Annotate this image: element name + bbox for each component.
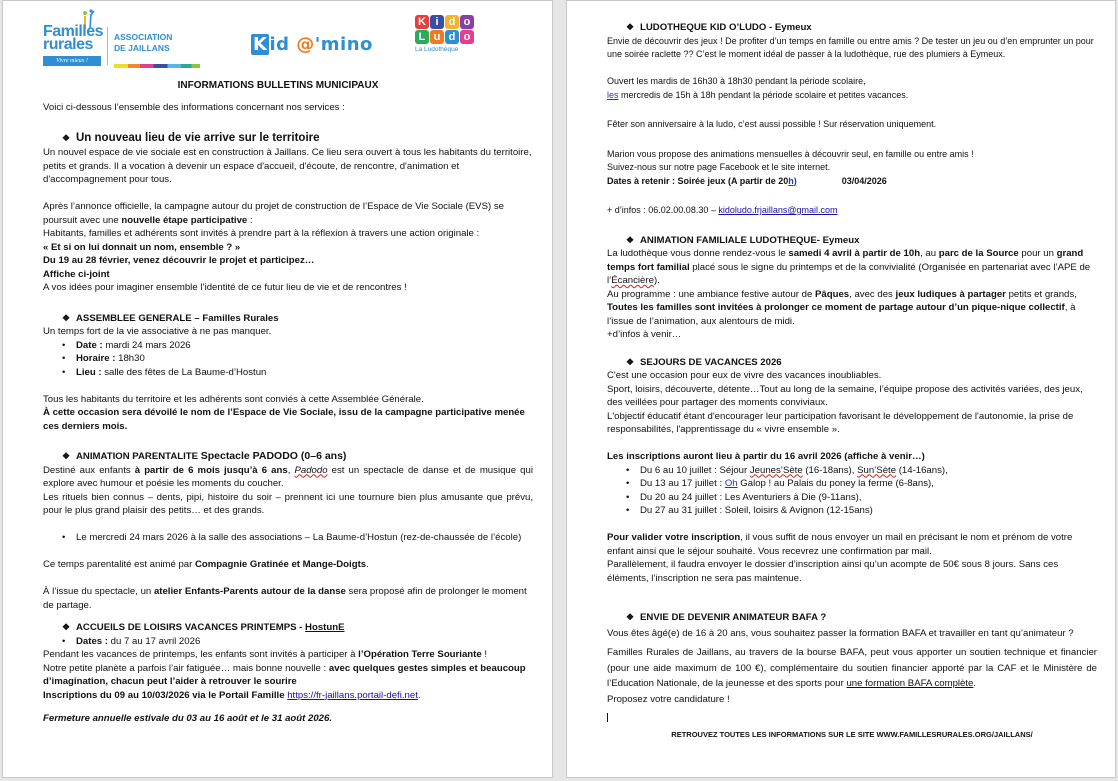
section-title-sejours: [626, 356, 1097, 370]
familles-rurales-wordmark: [43, 25, 103, 51]
wordmark-line1: Familles: [43, 23, 104, 40]
loisirs-paragraph: [43, 648, 533, 662]
text: , à l’issue de l’animation, aux alentours de midi.: [607, 302, 1076, 327]
bafa-paragraph: [607, 645, 1097, 692]
show-name: Padodo: [294, 464, 328, 476]
text: Notre petite planète a parfois l’air fatiguée… mais bonne nouvelle :: [43, 662, 329, 674]
anim-fam-more-info: +d’infos à venir…: [607, 329, 682, 340]
text: Du 27 au 31 juillet : Soleil, loisirs & Avignon (12-15ans): [640, 505, 873, 516]
bold-text: Compagnie Gratinée et Mange-Doigts: [194, 559, 367, 570]
sejours-paragraph: L'objectif éducatif étant d'encourager leur participation favorisant le développement de l'autonomie, la prise de responsabilités, l'apprentissage du « vivre ensemble ».: [607, 410, 1074, 435]
portail-famille-link[interactable]: https://fr-jaillans.portail-defi.net: [287, 689, 418, 701]
section-title-bafa: [626, 611, 1097, 625]
list-item: • Le mercredi 24 mars 2026 à la salle des associations – La Baume-d’Hostun (rez-de-chaussée de l’école): [62, 531, 533, 545]
diamond-bullet-icon: ❖: [62, 133, 71, 143]
text: Oh: [724, 478, 738, 489]
item-value: 18h30: [115, 353, 145, 364]
anim-fam-paragraph: [607, 288, 1097, 302]
familles-rurales-logo: [43, 7, 203, 67]
loisirs-paragraph: [43, 662, 533, 689]
logo-divider: [107, 27, 108, 65]
kidomino-k: K: [253, 34, 268, 55]
parentalite-paragraph: [43, 558, 533, 572]
text: Écancière: [611, 275, 654, 286]
puzzle-piece-letter: K: [415, 15, 429, 29]
bold-text: nouvelle étape participative: [121, 214, 248, 226]
bold-text: Toutes les familles sont invitées à prolonger ce moment de partage autour d’un pique-nique collectif: [607, 302, 1065, 313]
bold-text: Pâques: [814, 288, 850, 300]
list-item: [626, 504, 1097, 518]
section-title-animation-familiale: [626, 234, 1097, 248]
kidoludo-logo: [415, 15, 489, 67]
text-cursor: [607, 713, 608, 722]
bold-text: h): [788, 175, 797, 186]
list-item: [626, 491, 1097, 505]
item-label: Lieu :: [76, 366, 102, 378]
evs-paragraph: Habitants, familles et adhérents sont invités à prendre part à la réflexion à travers une action originale :: [43, 228, 480, 239]
ludotheque-paragraph: Marion vous propose des animations mensuelles à découvrir seul, en famille ou entre amis !: [607, 148, 974, 159]
section-title-evs: [62, 131, 533, 146]
text: Du 6 au 10 juillet : Séjour: [640, 464, 750, 476]
list-item: [62, 635, 533, 649]
kidomino-text1: id: [269, 34, 297, 55]
kidomino-swirl-icon: @: [296, 34, 315, 55]
text: Familles Rurales de Jaillans, au travers de la bourse BAFA, peut vous apporter un soutien technique et financier (pour une aide maximum de 100 €), complémentaire du soutien financier apporté par la CAF et le Ministère de l’Education Nationale, de la jeunesse et des sports pour: [607, 647, 1097, 689]
section-title-loisirs: [62, 621, 533, 635]
puzzle-piece-letter: u: [430, 30, 444, 44]
text: ,: [287, 464, 295, 476]
diamond-bullet-icon: ❖: [626, 356, 635, 367]
ludotheque-paragraph: Fêter son anniversaire à la ludo, c’est aussi possible ! Sur réservation uniquement.: [607, 119, 937, 129]
section-title-ludotheque: [626, 21, 1097, 35]
section-title-parentalite: [62, 450, 533, 464]
diamond-bullet-icon: ❖: [62, 312, 71, 323]
diamond-bullet-icon: ❖: [62, 451, 71, 461]
text: + d’infos : 06.02.00.08.30 –: [607, 205, 719, 215]
section-title-subtext: Spectacle PADODO (0–6 ans): [200, 450, 347, 462]
bold-text: avec quelques gestes simples et beaucoup d’imagination, chacun peut l’aider à retrouver le sourire: [43, 662, 526, 687]
sejours-registration-date: Les inscriptions auront lieu à partir du 16 avril 2026 (affiche à venir…): [607, 451, 925, 462]
list-item: [62, 352, 533, 366]
section-title-location: HostunE: [305, 622, 345, 633]
text: est un spectacle de danse et de musique qui explore avec humour et poésie les moments du coucher.: [43, 464, 533, 489]
bold-text: samedi 4 avril à partir de 10h: [788, 248, 921, 259]
document-page-right: [566, 0, 1116, 778]
bafa-call-to-action: Proposez votre candidature !: [607, 693, 730, 705]
text: Sun’Sète: [857, 464, 897, 476]
header-logos: [43, 1, 533, 71]
ludotheque-paragraph: Envie de découvrir des jeux ! De profiter d’un temps en famille ou entre amis ? De tester un jeu ou d’en emprunter un pour une soirée raclette ?? C’est le moment idéal de passer à la ludothèque, rue des plumiers à Eymeux.: [607, 35, 1094, 59]
sejours-paragraph: Parallèlement, il faudra envoyer le dossier d’inscription ainsi qu’un acompte de 50€ sous 8 jours. Sans ces éléments, l’inscription ne sera pas maintenue.: [607, 559, 1059, 584]
puzzle-piece-letter: d: [445, 15, 459, 29]
section-title-text: ACCUEILS DE LOISIRS VACANCES PRINTEMPS -: [76, 622, 306, 633]
list-item: [626, 464, 1097, 478]
anim-fam-paragraph: [607, 301, 1097, 328]
text: , au: [920, 248, 939, 259]
item-label: Date :: [76, 339, 103, 351]
ag-details-list: [62, 339, 533, 380]
text: Du 20 au 24 juillet : Les Aventuriers à Die (9-11ans),: [640, 491, 862, 503]
text: La ludothèque vous donne rendez-vous le: [607, 248, 789, 259]
diamond-bullet-icon: ❖: [626, 612, 635, 622]
ludotheque-hours: [607, 89, 1097, 103]
text: .: [366, 559, 369, 570]
text: Du 13 au 17 juillet :: [640, 478, 725, 489]
text: Ce temps parentalité est animé par: [43, 559, 195, 570]
puzzle-piece-letter: o: [460, 30, 474, 44]
tagline: Vivre mieux !: [43, 56, 101, 66]
kidomino-text2: 'mino: [314, 34, 373, 55]
loisirs-paragraph: [43, 689, 533, 703]
bold-text: à partir de 6 mois jusqu’à 6 ans: [134, 464, 288, 476]
bold-text: Inscriptions du 09 au 10/03/2026 via le Portail Famille: [43, 689, 288, 701]
text: À l’issue du spectacle, un: [43, 586, 154, 597]
evs-paragraph: [43, 200, 533, 227]
text: .: [973, 678, 977, 689]
item-label: Horaire :: [76, 353, 116, 364]
item-value: salle des fêtes de La Baume-d’Hostun: [101, 366, 267, 378]
puzzle-piece-letter: i: [430, 15, 444, 29]
section-title-ag: [62, 312, 533, 326]
diamond-bullet-icon: ❖: [626, 22, 635, 32]
item-value: mardi 24 mars 2026: [102, 339, 191, 351]
loisirs-list: [62, 635, 533, 649]
footer-website-note: RETROUVEZ TOUTES LES INFORMATIONS SUR LE SITE WWW.FAMILLESRURALES.ORG/JAILLANS/: [671, 730, 1033, 739]
bold-text: atelier Enfants-Parents autour de la danse: [153, 586, 346, 597]
bold-text: l’Opération Terre Souriante: [358, 649, 482, 660]
association-name: [114, 32, 172, 54]
text: placé sous le signe du printemps et de la convivialité (Organisée en partenariat avec l’APE de l’: [607, 261, 1091, 286]
parentalite-paragraph: [43, 585, 533, 612]
section-title-text: ASSEMBLEE GENERALE – Familles Rurales: [76, 312, 279, 324]
section-title-text: ANIMATION FAMILIALE LUDOTHEQUE- Eymeux: [640, 234, 860, 246]
text: !: [481, 649, 488, 660]
sejours-list: [626, 464, 1097, 518]
list-item: [626, 477, 1097, 491]
section-title-text: Un nouveau lieu de vie arrive sur le territoire: [76, 132, 320, 144]
section-title-text: ENVIE DE DEVENIR ANIMATEUR BAFA ?: [640, 612, 827, 623]
puzzle-piece-letter: o: [460, 15, 474, 29]
parentalite-paragraph: Les rituels bien connus – dents, pipi, histoire du soir – prennent ici une tournure bien plus amusante que prévu, pour le plus grand plaisir des petits… et des grands.: [43, 491, 533, 516]
evs-paragraph: A vos idées pour imaginer ensemble l’identité de ce futur lieu de vie et de rencontres !: [43, 282, 407, 293]
document-title: INFORMATIONS BULLETINS MUNICIPAUX: [177, 80, 379, 91]
evs-paragraph: Un nouvel espace de vie sociale est en construction à Jaillans. Ce lieu sera ouvert à tous les habitants du territoire, petits et grands. Il a vocation à devenir un espace d'accueil, d'écoute, de rencontre, d'animation et d'accompagnement pour tous.: [43, 147, 532, 185]
email-link[interactable]: kidoludo.frjaillans@gmail.com: [718, 205, 838, 215]
sejours-paragraph: [607, 531, 1097, 558]
text: (14-16ans),: [896, 464, 948, 476]
intro-text: Voici ci-dessous l’ensemble des informations concernant nos services :: [43, 101, 345, 113]
puzzle-piece-letter: d: [445, 30, 459, 44]
item-value: du 7 au 17 avril 2026: [108, 635, 201, 647]
text: sera proposé afin de prolonger le moment de partage.: [43, 586, 527, 611]
text: (16-18ans),: [802, 464, 858, 476]
wordmark-line2: rurales: [43, 36, 93, 53]
evs-poster-note: Affiche ci-joint: [43, 268, 110, 280]
text: Au programme : une ambiance festive autour de: [607, 288, 815, 300]
item-label: Dates :: [76, 635, 108, 647]
bafa-paragraph: Vous êtes âgé(e) de 16 à 20 ans, vous souhaitez passer la formation BAFA et travailler en tant qu’animateur ?: [607, 627, 1074, 639]
kidoludo-puzzle: [415, 15, 489, 44]
sejours-paragraph: C'est une occasion pour eux de vivre des vacances inoubliables.: [607, 370, 882, 381]
color-stripe: [114, 64, 200, 68]
text: Pendant les vacances de printemps, les enfants sont invités à participer à: [43, 649, 359, 660]
ludotheque-hours: Ouvert les mardis de 16h30 à 18h30 pendant la période scolaire,: [607, 76, 866, 86]
diamond-bullet-icon: ❖: [62, 622, 71, 632]
evs-dates: Du 19 au 28 février, venez découvrir le projet et participez…: [43, 255, 315, 266]
parentalite-list: [62, 531, 533, 545]
text: , avec des: [849, 288, 896, 300]
event-date: 03/04/2026: [841, 175, 887, 186]
text: Après l’annonce officielle, la campagne autour du projet de construction de l’Espace de Vie Sociale (EVS) se poursuit avec une: [43, 201, 504, 226]
diamond-bullet-icon: ❖: [626, 234, 635, 245]
text: mercredis de 15h à 18h pendant la période scolaire et petites vacances.: [618, 89, 909, 100]
ag-paragraph: Tous les habitants du territoire et les adhérents sont conviés à cette Assemblée Générale.: [43, 393, 424, 405]
ag-intro: Un temps fort de la vie associative à ne pas manquer.: [43, 326, 272, 337]
anim-fam-paragraph: [607, 247, 1097, 288]
sejours-paragraph: Sport, loisirs, découverte, détente…Tout au long de la semaine, l’équipe propose des activités variées, des jeux, des veillées pour partager des moments conviviaux.: [607, 383, 1083, 408]
parentalite-paragraph: [43, 464, 533, 491]
text: ).: [653, 275, 660, 286]
ludotheque-dates: [607, 175, 1097, 189]
bold-text: jeux ludiques à partager: [895, 288, 1006, 300]
association-line1: ASSOCIATION: [114, 32, 173, 42]
text: pour un: [1018, 248, 1057, 259]
text: petits et grands,: [1005, 288, 1077, 300]
kidoludo-subtitle: La Ludothèque: [415, 46, 459, 53]
closure-note: Fermeture annuelle estivale du 03 au 16 août et le 31 août 2026.: [43, 713, 332, 724]
text: Galop ! au Palais du poney la ferme (6-8ans),: [737, 478, 934, 489]
puzzle-piece-letter: L: [415, 30, 429, 44]
ludotheque-contact: [607, 204, 1097, 218]
evs-slogan: « Et si on lui donnait un nom, ensemble ? »: [43, 241, 241, 253]
bold-text: Pour valider votre inscription: [607, 532, 741, 543]
list-item: [62, 366, 533, 380]
ag-announcement: À cette occasion sera dévoilé le nom de l’Espace de Vie Sociale, issu de la campagne participative menée ces derniers mois.: [43, 407, 525, 432]
section-title-text: SEJOURS DE VACANCES 2026: [640, 356, 782, 368]
text: les: [607, 89, 619, 100]
section-title-text: LUDOTHEQUE KID O’LUDO - Eymeux: [640, 22, 812, 33]
bold-text: Dates à retenir : Soirée jeux (A partir de 20: [607, 175, 789, 186]
text: Destiné aux enfants: [43, 464, 135, 476]
list-item: [62, 339, 533, 353]
text: , il vous suffit de nous envoyer un mail en précisant le nom et prénom de votre enfant ainsi que le séjour souhaité. Vous recevrez une confirmation par mail.: [607, 532, 1073, 557]
document-page-left: [2, 0, 553, 778]
text: Jeunes’Sète: [749, 464, 803, 476]
underlined-text: une formation BAFA complète: [846, 678, 974, 689]
section-title-text: ANIMATION PARENTALITE: [76, 451, 201, 462]
ludotheque-paragraph: Suivez-nous sur notre page Facebook et le site internet.: [607, 162, 831, 172]
bold-text: parc de la Source: [938, 248, 1019, 259]
kidomino-logo: [251, 35, 373, 55]
text: .: [417, 689, 421, 701]
bold-text: grand temps fort familial: [607, 248, 1084, 273]
association-line2: DE JAILLANS: [114, 43, 170, 53]
text: :: [247, 214, 253, 226]
